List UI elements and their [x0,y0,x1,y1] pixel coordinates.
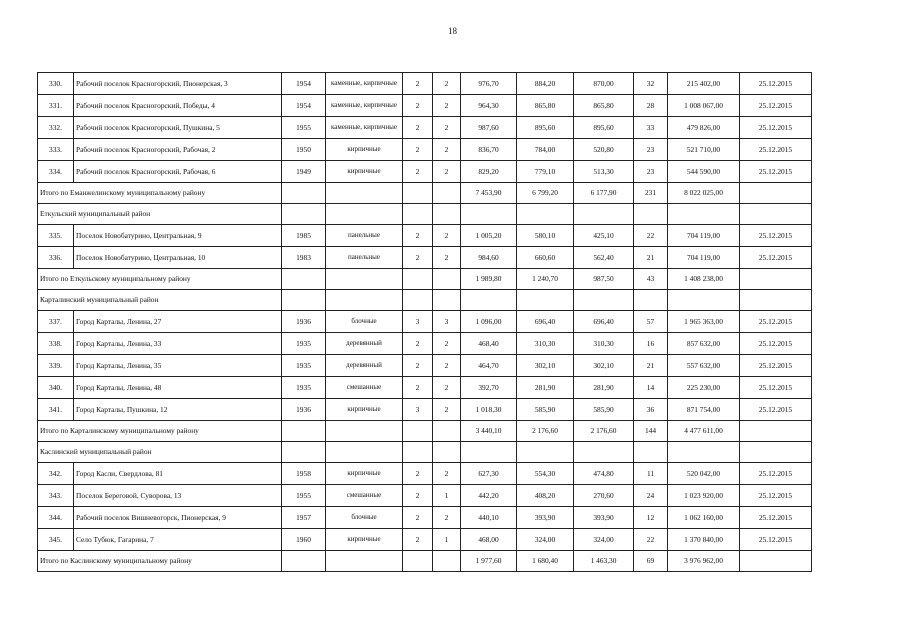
year-cell: 1949 [282,161,326,183]
cost-cell: 871 754,00 [668,399,740,421]
empty-cell [326,204,403,225]
entrances-cell: 2 [433,507,461,529]
year-cell: 1935 [282,333,326,355]
residents-cell: 11 [634,463,668,485]
empty-cell [574,290,634,311]
empty-cell [461,290,517,311]
area-cell: 2 176,60 [517,421,574,442]
area-cell: 580,10 [517,225,574,247]
floors-cell: 2 [403,485,433,507]
section-label: Карталинский муниципальный район [38,290,282,311]
empty-cell [403,183,433,204]
table-row [38,311,812,333]
address-cell: Поселок Новобатурино, Центральная, 10 [74,247,282,269]
cost-cell: 704 119,00 [668,225,740,247]
entrances-cell: 3 [433,311,461,333]
address-cell: Рабочий поселок Красногорский, Пионерская, 3 [74,73,282,95]
empty-cell [740,183,812,204]
floors-cell: 2 [403,139,433,161]
area-cell: 513,30 [574,161,634,183]
material-cell: блочные [326,311,403,333]
row-number: 333. [38,139,74,161]
total-area-cell: 976,70 [461,73,517,95]
residents-cell: 36 [634,399,668,421]
floors-cell: 2 [403,247,433,269]
row-number: 344. [38,507,74,529]
section-header-row [38,442,812,463]
material-cell: смешанные [326,485,403,507]
total-label: Итого по Каслинскому муниципальному району [38,551,282,572]
page-number: 18 [448,26,457,36]
table-row [38,117,812,139]
row-number: 335. [38,225,74,247]
row-number: 341. [38,399,74,421]
row-number: 343. [38,485,74,507]
floors-cell: 2 [403,355,433,377]
table-row [38,377,812,399]
table-row [38,161,812,183]
year-cell: 1936 [282,399,326,421]
residents-cell: 144 [634,421,668,442]
empty-cell [740,551,812,572]
empty-cell [282,442,326,463]
cost-cell: 557 632,00 [668,355,740,377]
residents-cell: 43 [634,269,668,290]
entrances-cell: 2 [433,95,461,117]
material-cell: каменные, кирпичные [326,73,403,95]
empty-cell [326,442,403,463]
row-number: 337. [38,311,74,333]
total-row [38,551,812,572]
year-cell: 1983 [282,247,326,269]
floors-cell: 2 [403,507,433,529]
empty-cell [433,421,461,442]
address-cell: Рабочий поселок Красногорский, Победы, 4 [74,95,282,117]
empty-cell [517,290,574,311]
cost-cell: 544 590,00 [668,161,740,183]
residents-cell: 28 [634,95,668,117]
cost-cell: 4 477 611,00 [668,421,740,442]
material-cell: смешанные [326,377,403,399]
year-cell: 1935 [282,355,326,377]
empty-cell [326,551,403,572]
residents-cell: 22 [634,529,668,551]
material-cell: кирпичные [326,529,403,551]
total-area-cell: 3 440,10 [461,421,517,442]
total-label: Итого по Еманжелинскому муниципальному району [38,183,282,204]
address-cell: Рабочий поселок Красногорский, Пушкина, 5 [74,117,282,139]
area-cell: 696,40 [574,311,634,333]
date-cell: 25.12.2015 [740,355,812,377]
address-cell: Город Карталы, Ленина, 35 [74,355,282,377]
row-number: 334. [38,161,74,183]
empty-cell [517,204,574,225]
empty-cell [282,421,326,442]
year-cell: 1960 [282,529,326,551]
total-area-cell: 984,60 [461,247,517,269]
row-number: 342. [38,463,74,485]
date-cell: 25.12.2015 [740,507,812,529]
cost-cell: 1 023 920,00 [668,485,740,507]
empty-cell [668,204,740,225]
row-number: 332. [38,117,74,139]
area-cell: 425,10 [574,225,634,247]
residents-cell: 14 [634,377,668,399]
address-cell: Город Карталы, Пушкина, 12 [74,399,282,421]
residents-cell: 23 [634,161,668,183]
address-cell: Село Тубюк, Гагарина, 7 [74,529,282,551]
year-cell: 1955 [282,485,326,507]
date-cell: 25.12.2015 [740,73,812,95]
total-row [38,421,812,442]
area-cell: 1 463,30 [574,551,634,572]
total-area-cell: 468,40 [461,333,517,355]
row-number: 340. [38,377,74,399]
empty-cell [326,269,403,290]
cost-cell: 704 119,00 [668,247,740,269]
date-cell: 25.12.2015 [740,95,812,117]
cost-cell: 1 965 363,00 [668,311,740,333]
area-cell: 865,80 [574,95,634,117]
empty-cell [433,551,461,572]
table-row [38,355,812,377]
empty-cell [403,269,433,290]
address-cell: Поселок Новобатурино, Центральная, 9 [74,225,282,247]
row-number: 336. [38,247,74,269]
row-number: 345. [38,529,74,551]
table-row [38,73,812,95]
cost-cell: 3 976 962,00 [668,551,740,572]
date-cell: 25.12.2015 [740,529,812,551]
empty-cell [461,204,517,225]
floors-cell: 2 [403,117,433,139]
empty-cell [574,442,634,463]
row-number: 330. [38,73,74,95]
empty-cell [326,183,403,204]
total-row [38,183,812,204]
residents-cell: 12 [634,507,668,529]
year-cell: 1957 [282,507,326,529]
area-cell: 281,90 [517,377,574,399]
area-cell: 302,10 [574,355,634,377]
table-row [38,399,812,421]
address-cell: Город Касли, Свердлова, 81 [74,463,282,485]
total-area-cell: 1 977,60 [461,551,517,572]
floors-cell: 2 [403,529,433,551]
date-cell: 25.12.2015 [740,399,812,421]
empty-cell [433,204,461,225]
entrances-cell: 2 [433,73,461,95]
empty-cell [282,269,326,290]
entrances-cell: 2 [433,247,461,269]
floors-cell: 3 [403,399,433,421]
area-cell: 696,40 [517,311,574,333]
empty-cell [403,421,433,442]
address-cell: Город Карталы, Ленина, 33 [74,333,282,355]
material-cell: каменные, кирпичные [326,95,403,117]
year-cell: 1958 [282,463,326,485]
residents-cell: 22 [634,225,668,247]
area-cell: 562,40 [574,247,634,269]
empty-cell [403,551,433,572]
residents-cell: 21 [634,247,668,269]
date-cell: 25.12.2015 [740,247,812,269]
cost-cell: 521 710,00 [668,139,740,161]
table-row [38,485,812,507]
address-cell: Поселок Береговой, Суворова, 13 [74,485,282,507]
empty-cell [634,204,668,225]
area-cell: 1 240,70 [517,269,574,290]
empty-cell [433,290,461,311]
area-cell: 474,80 [574,463,634,485]
table-row [38,333,812,355]
area-cell: 324,00 [517,529,574,551]
residents-cell: 24 [634,485,668,507]
entrances-cell: 2 [433,139,461,161]
residents-cell: 16 [634,333,668,355]
date-cell: 25.12.2015 [740,485,812,507]
address-cell: Рабочий поселок Красногорский, Рабочая, 6 [74,161,282,183]
date-cell: 25.12.2015 [740,333,812,355]
entrances-cell: 2 [433,355,461,377]
total-row [38,269,812,290]
cost-cell: 1 370 840,00 [668,529,740,551]
address-cell: Город Карталы, Ленина, 27 [74,311,282,333]
date-cell: 25.12.2015 [740,161,812,183]
address-cell: Город Карталы, Ленина, 48 [74,377,282,399]
total-area-cell: 1 018,30 [461,399,517,421]
cost-cell: 520 042,00 [668,463,740,485]
empty-cell [326,290,403,311]
material-cell: кирпичные [326,161,403,183]
residents-cell: 23 [634,139,668,161]
total-area-cell: 987,60 [461,117,517,139]
total-area-cell: 829,20 [461,161,517,183]
area-cell: 393,90 [574,507,634,529]
empty-cell [740,204,812,225]
material-cell: панельные [326,225,403,247]
entrances-cell: 2 [433,463,461,485]
area-cell: 281,90 [574,377,634,399]
floors-cell: 2 [403,333,433,355]
total-area-cell: 627,30 [461,463,517,485]
year-cell: 1954 [282,73,326,95]
year-cell: 1950 [282,139,326,161]
empty-cell [282,290,326,311]
residents-cell: 33 [634,117,668,139]
cost-cell: 1 008 067,00 [668,95,740,117]
empty-cell [740,421,812,442]
entrances-cell: 2 [433,225,461,247]
residents-cell: 69 [634,551,668,572]
empty-cell [403,290,433,311]
total-area-cell: 468,00 [461,529,517,551]
year-cell: 1936 [282,311,326,333]
empty-cell [740,442,812,463]
year-cell: 1954 [282,95,326,117]
area-cell: 865,80 [517,95,574,117]
table-row [38,139,812,161]
area-cell: 393,90 [517,507,574,529]
empty-cell [740,290,812,311]
area-cell: 779,10 [517,161,574,183]
empty-cell [461,442,517,463]
section-header-row [38,290,812,311]
table-row [38,529,812,551]
material-cell: кирпичные [326,139,403,161]
area-cell: 1 680,40 [517,551,574,572]
area-cell: 408,20 [517,485,574,507]
area-cell: 660,60 [517,247,574,269]
row-number: 339. [38,355,74,377]
area-cell: 6 177,90 [574,183,634,204]
year-cell: 1955 [282,117,326,139]
section-label: Каслинский муниципальный район [38,442,282,463]
area-cell: 520,80 [574,139,634,161]
total-area-cell: 442,20 [461,485,517,507]
floors-cell: 2 [403,377,433,399]
entrances-cell: 2 [433,117,461,139]
table-row [38,247,812,269]
residents-cell: 21 [634,355,668,377]
date-cell: 25.12.2015 [740,139,812,161]
cost-cell: 215 402,00 [668,73,740,95]
empty-cell [433,183,461,204]
section-label: Еткульский муниципальный район [38,204,282,225]
empty-cell [326,421,403,442]
entrances-cell: 1 [433,529,461,551]
cost-cell: 1 408 238,00 [668,269,740,290]
entrances-cell: 2 [433,399,461,421]
area-cell: 310,30 [574,333,634,355]
area-cell: 270,60 [574,485,634,507]
total-label: Итого по Еткульскому муниципальному району [38,269,282,290]
entrances-cell: 2 [433,161,461,183]
cost-cell: 225 230,00 [668,377,740,399]
empty-cell [574,204,634,225]
area-cell: 554,30 [517,463,574,485]
area-cell: 895,60 [574,117,634,139]
area-cell: 6 799,20 [517,183,574,204]
material-cell: каменные, кирпичные [326,117,403,139]
total-area-cell: 836,70 [461,139,517,161]
date-cell: 25.12.2015 [740,377,812,399]
cost-cell: 479 826,00 [668,117,740,139]
entrances-cell: 1 [433,485,461,507]
table-row [38,95,812,117]
table-row [38,225,812,247]
table-row [38,463,812,485]
floors-cell: 3 [403,311,433,333]
section-header-row [38,204,812,225]
total-area-cell: 1 989,80 [461,269,517,290]
area-cell: 784,00 [517,139,574,161]
floors-cell: 2 [403,463,433,485]
material-cell: панельные [326,247,403,269]
date-cell: 25.12.2015 [740,117,812,139]
table-row [38,507,812,529]
total-area-cell: 464,70 [461,355,517,377]
total-area-cell: 392,70 [461,377,517,399]
address-cell: Рабочий поселок Вишневогорск, Пионерская, 9 [74,507,282,529]
total-area-cell: 964,30 [461,95,517,117]
empty-cell [282,183,326,204]
area-cell: 585,90 [517,399,574,421]
entrances-cell: 2 [433,333,461,355]
area-cell: 870,00 [574,73,634,95]
area-cell: 884,20 [517,73,574,95]
empty-cell [433,442,461,463]
empty-cell [403,442,433,463]
entrances-cell: 2 [433,377,461,399]
date-cell: 25.12.2015 [740,225,812,247]
total-label: Итого по Карталинскому муниципальному району [38,421,282,442]
area-cell: 310,30 [517,333,574,355]
row-number: 338. [38,333,74,355]
floors-cell: 2 [403,95,433,117]
area-cell: 2 176,60 [574,421,634,442]
year-cell: 1985 [282,225,326,247]
area-cell: 895,60 [517,117,574,139]
total-area-cell: 440,10 [461,507,517,529]
material-cell: деревянный [326,333,403,355]
floors-cell: 2 [403,225,433,247]
floors-cell: 2 [403,161,433,183]
empty-cell [668,442,740,463]
date-cell: 25.12.2015 [740,311,812,333]
empty-cell [282,204,326,225]
area-cell: 324,00 [574,529,634,551]
date-cell: 25.12.2015 [740,463,812,485]
area-cell: 987,50 [574,269,634,290]
empty-cell [282,551,326,572]
material-cell: деревянный [326,355,403,377]
material-cell: блочные [326,507,403,529]
area-cell: 302,10 [517,355,574,377]
area-cell: 585,90 [574,399,634,421]
total-area-cell: 1 096,00 [461,311,517,333]
empty-cell [403,204,433,225]
cost-cell: 857 632,00 [668,333,740,355]
residents-cell: 32 [634,73,668,95]
floors-cell: 2 [403,73,433,95]
cost-cell: 8 022 025,00 [668,183,740,204]
empty-cell [634,442,668,463]
material-cell: кирпичные [326,399,403,421]
address-cell: Рабочий поселок Красногорский, Рабочая, 2 [74,139,282,161]
year-cell: 1935 [282,377,326,399]
empty-cell [433,269,461,290]
housing-table [37,72,812,572]
residents-cell: 57 [634,311,668,333]
residents-cell: 231 [634,183,668,204]
row-number: 331. [38,95,74,117]
empty-cell [634,290,668,311]
cost-cell: 1 062 160,00 [668,507,740,529]
total-area-cell: 7 453,90 [461,183,517,204]
empty-cell [740,269,812,290]
empty-cell [517,442,574,463]
material-cell: кирпичные [326,463,403,485]
empty-cell [668,290,740,311]
total-area-cell: 1 005,20 [461,225,517,247]
